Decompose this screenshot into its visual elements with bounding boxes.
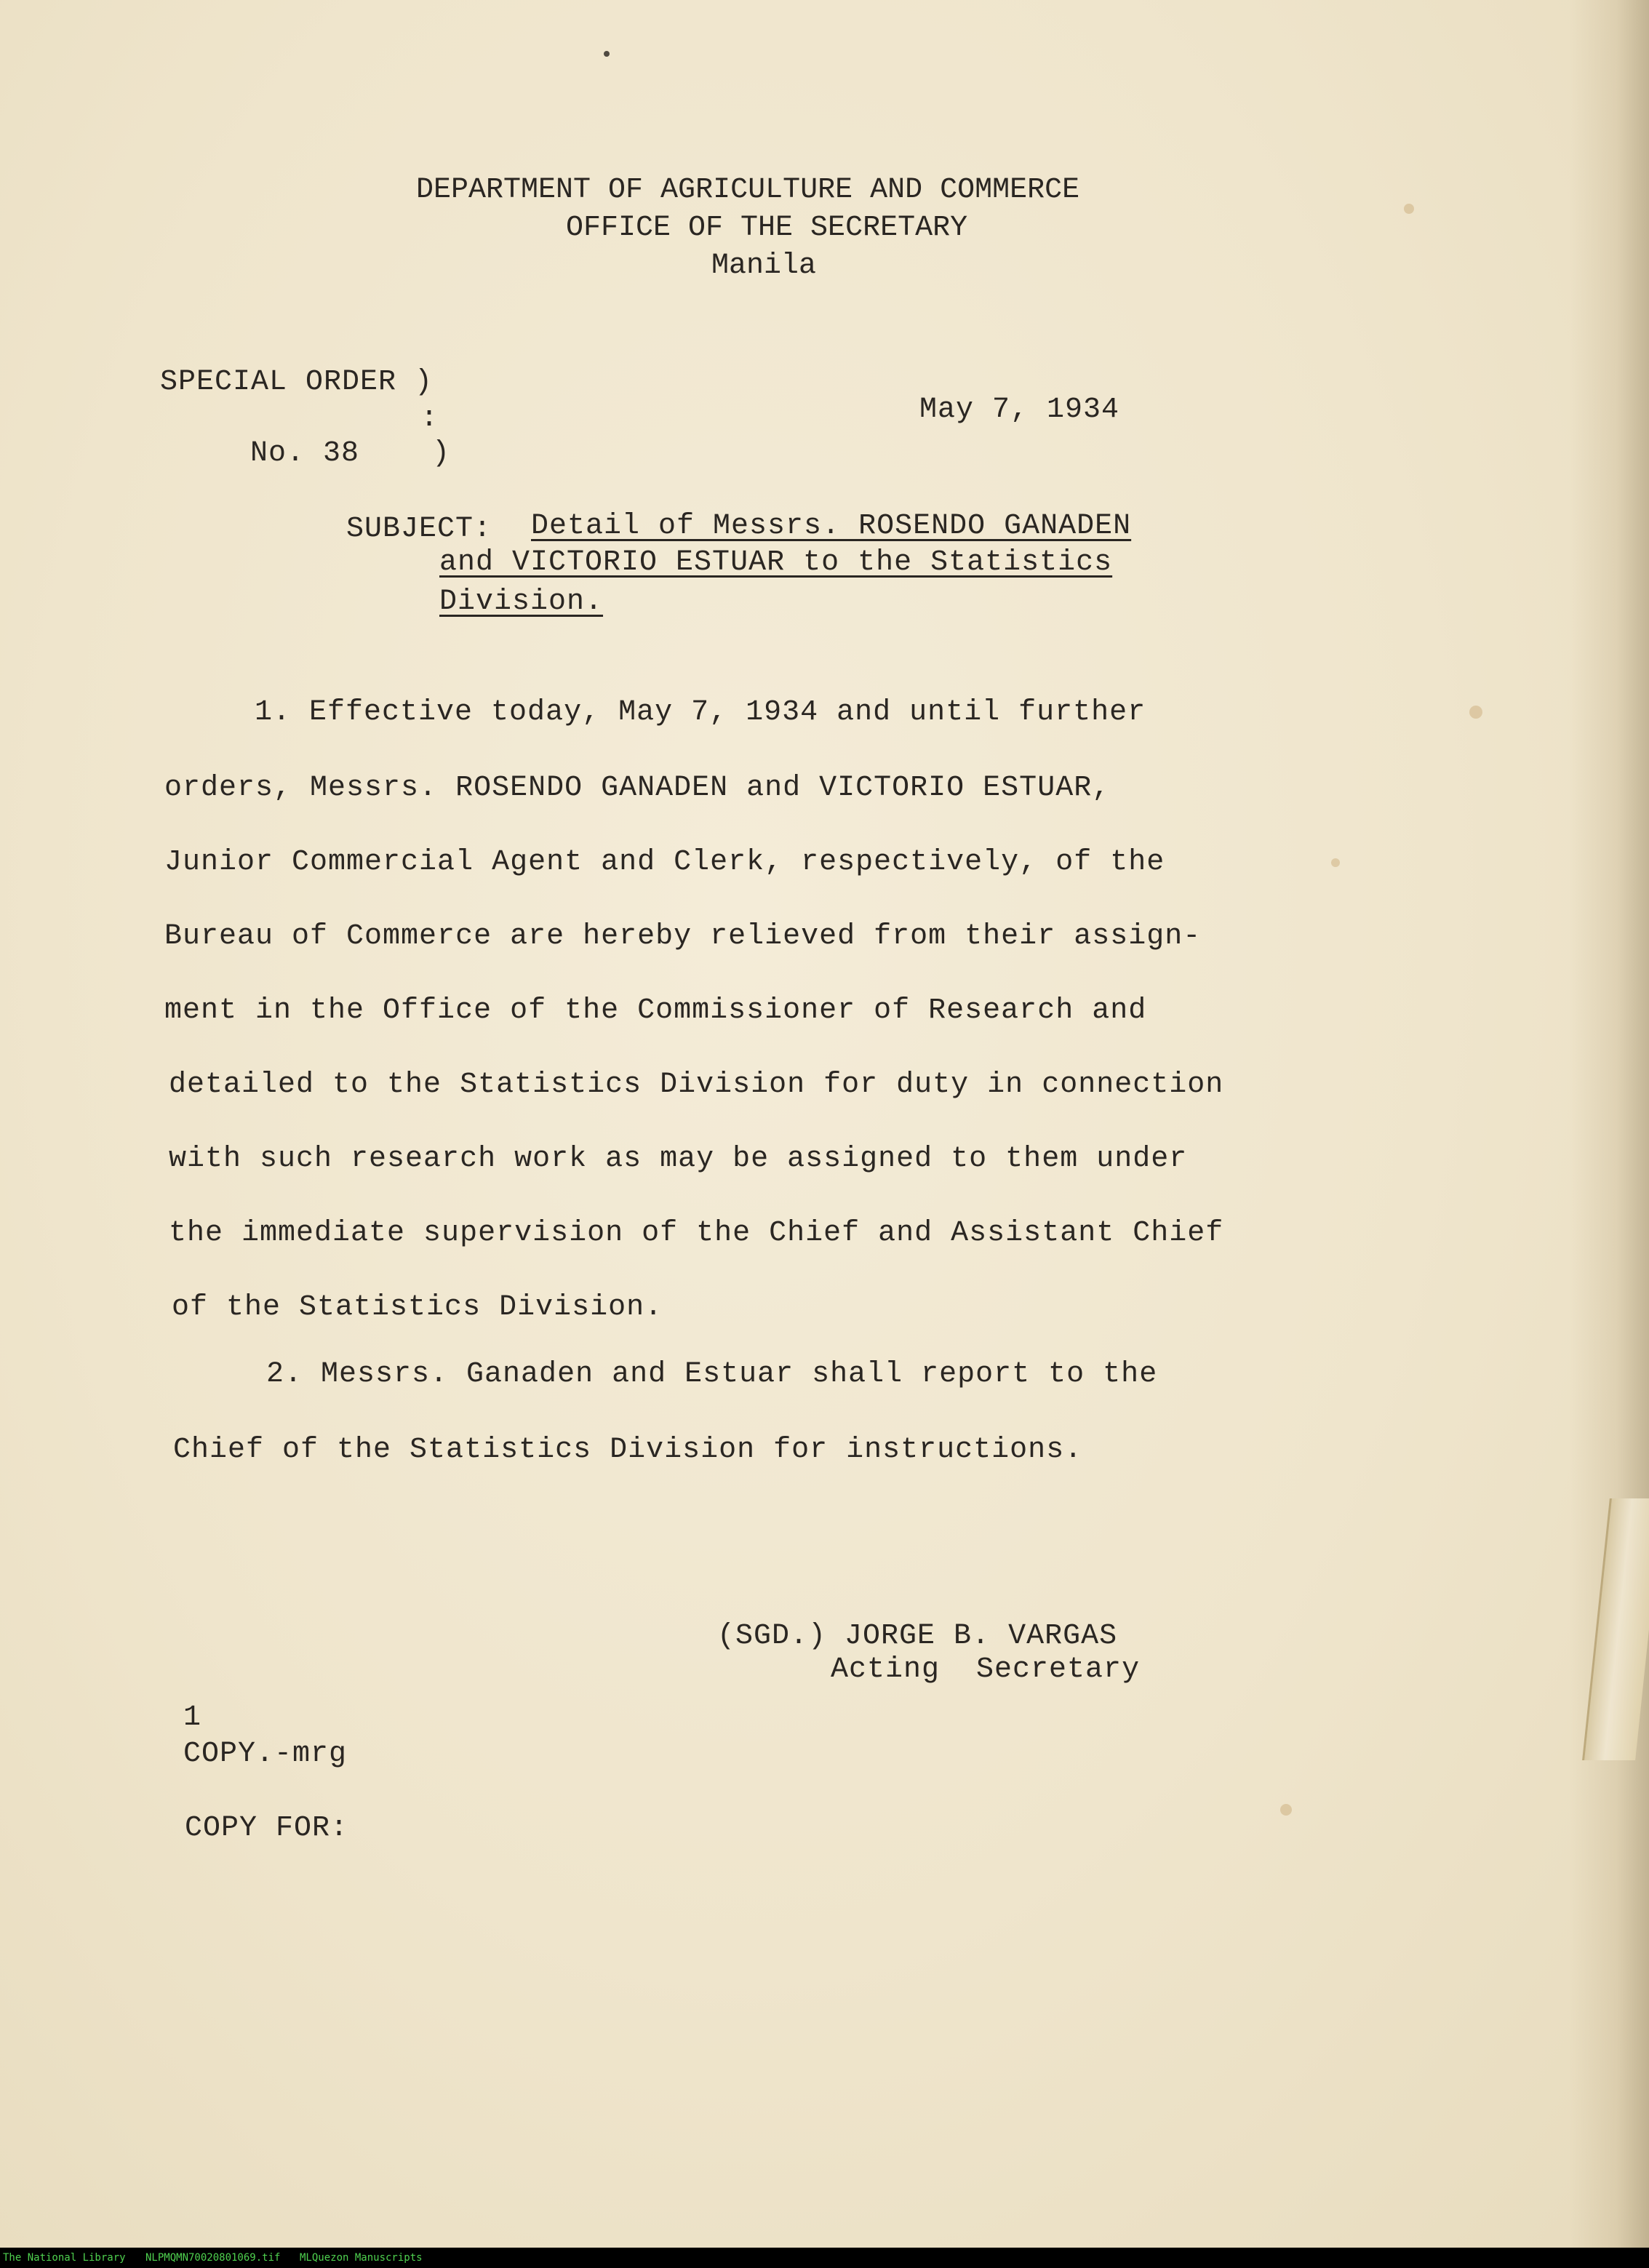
paper-stain [1280, 1804, 1292, 1816]
paper-stain [1469, 706, 1482, 719]
body-line: ment in the Office of the Commissioner of Research and [164, 994, 1147, 1027]
subject-line-1: Detail of Messrs. ROSENDO GANADEN [531, 510, 1132, 543]
body-line: 2. Messrs. Ganaden and Estuar shall report to the [266, 1358, 1158, 1391]
letterhead-office: OFFICE OF THE SECRETARY [566, 212, 968, 244]
letterhead-city: Manila [711, 249, 817, 282]
body-line: Junior Commercial Agent and Clerk, respectively, of the [164, 846, 1165, 879]
signature-title: Acting Secretary [831, 1653, 1141, 1686]
order-separator: : [420, 402, 439, 435]
body-line: with such research work as may be assigned to them under [169, 1143, 1188, 1175]
footer-collection: MLQuezon Manuscripts [300, 2252, 423, 2264]
body-line: of the Statistics Division. [172, 1291, 663, 1324]
copy-number: 1 [183, 1701, 202, 1734]
order-date: May 7, 1934 [919, 394, 1120, 426]
copy-mark: COPY.-mrg [183, 1738, 348, 1770]
footer-library: The National Library [3, 2252, 126, 2264]
paper-stain [1331, 858, 1340, 867]
body-line: the immediate supervision of the Chief and Assistant Chief [169, 1217, 1224, 1250]
special-order-label: SPECIAL ORDER ) [160, 366, 434, 399]
copy-for-label: COPY FOR: [185, 1812, 349, 1845]
body-line: orders, Messrs. ROSENDO GANADEN and VICTORIO ESTUAR, [164, 772, 1111, 804]
paper-edge-shadow [1569, 0, 1649, 2248]
subject-line-3: Division. [439, 586, 604, 618]
order-number: No. 38 ) [250, 437, 451, 470]
footer-file: NLPMQMN70020801069.tif [145, 2252, 281, 2264]
letterhead-department: DEPARTMENT OF AGRICULTURE AND COMMERCE [416, 174, 1080, 207]
body-line: 1. Effective today, May 7, 1934 and until further [255, 696, 1146, 729]
signature-name: (SGD.) JORGE B. VARGAS [717, 1620, 1118, 1653]
body-line: Chief of the Statistics Division for instructions. [173, 1434, 1083, 1466]
paper-stain [604, 51, 610, 57]
archive-footer [0, 2248, 1649, 2268]
paper-stain [1404, 204, 1414, 214]
subject-label: SUBJECT: [346, 513, 492, 546]
body-line: Bureau of Commerce are hereby relieved from their assign- [164, 920, 1202, 953]
body-line: detailed to the Statistics Division for duty in connection [169, 1069, 1224, 1101]
subject-line-2: and VICTORIO ESTUAR to the Statistics [439, 546, 1113, 579]
